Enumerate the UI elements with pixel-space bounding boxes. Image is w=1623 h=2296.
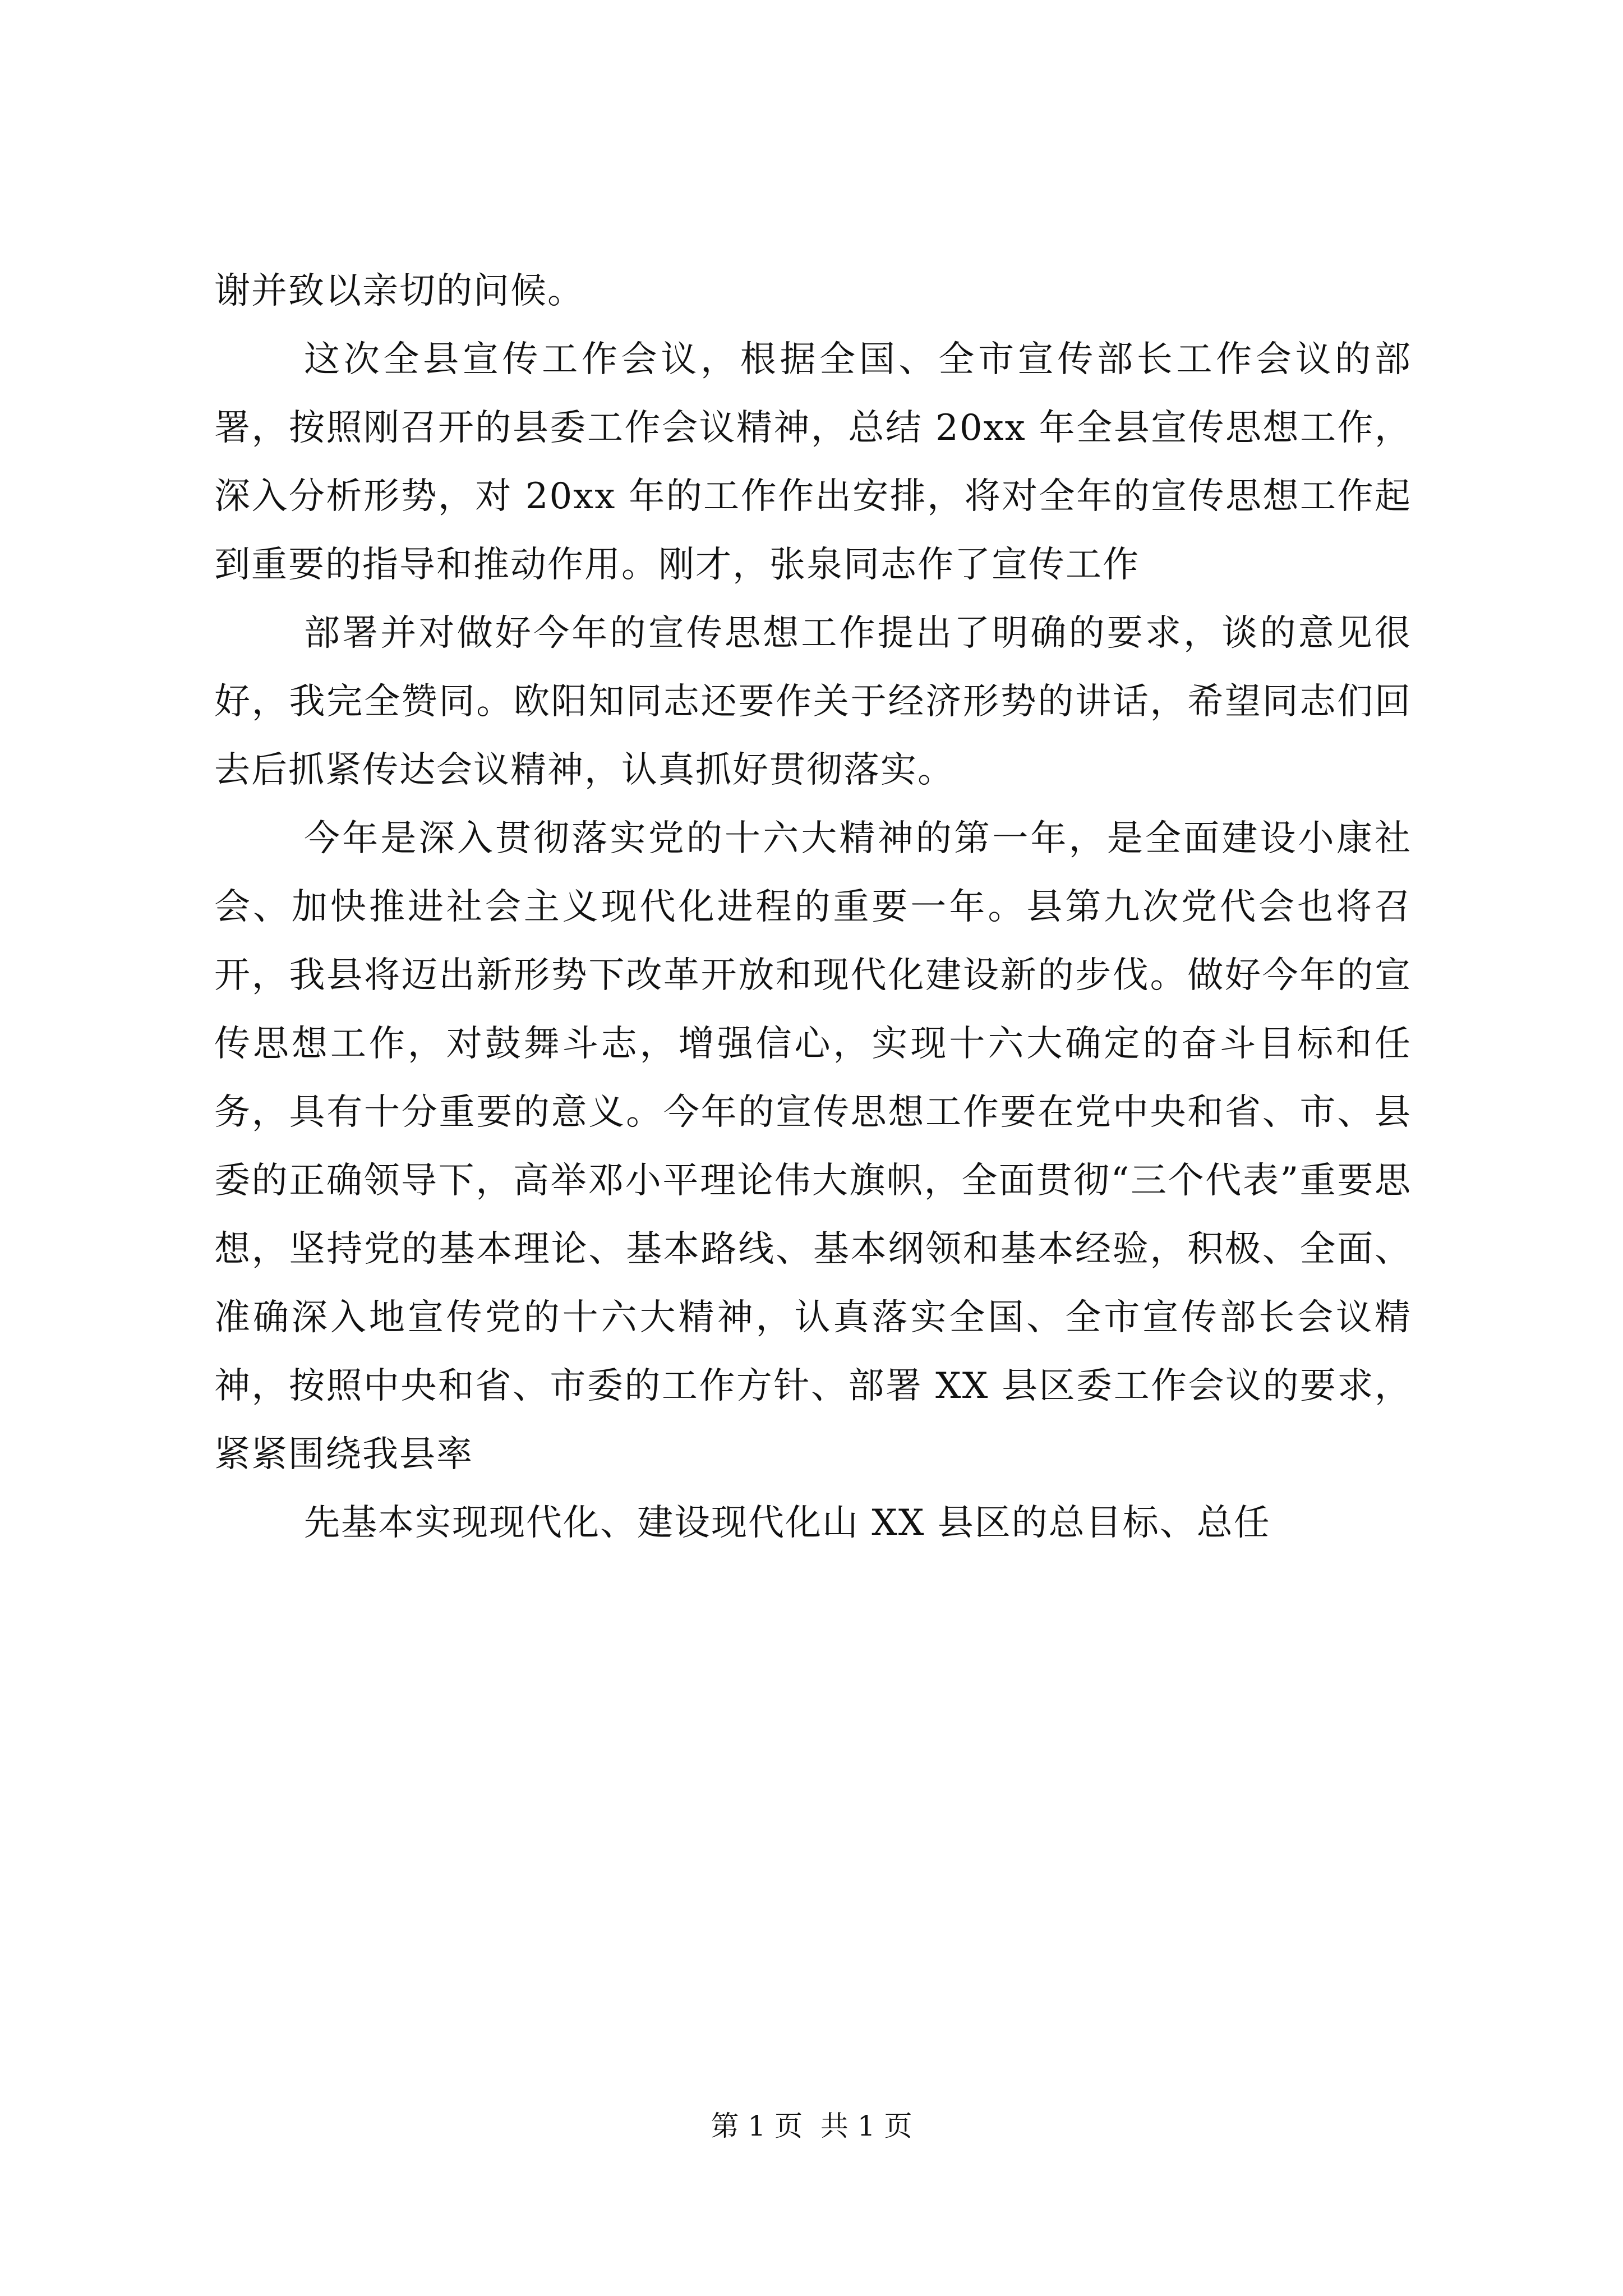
page-number-label: 第 1 页 共 1 页 [711, 2110, 912, 2142]
paragraph-4: 今年是深入贯彻落实党的十六大精神的第一年，是全面建设小康社会、加快推进社会主义现代化进程的重要一年。县第九次党代会也将召开，我县将迈出新形势下改革开放和现代化建设新的步伐。做好今年的宣传思想工作，对鼓舞斗志，增强信心，实现十六大确定的奋斗目标和任务，具有十分重要的意义。今年的宣传思想工作要在党中央和省、市、县委的正确领导下，高举邓小平理论伟大旗帜，全面贯彻“三个代表”重要思想，坚持党的基本理论、基本路线、基本纲领和基本经验，积极、全面、准确深入地宣传党的十六大精神，认真落实全国、全市宣传部长会议精神，按照中央和省、市委的工作方针、部署 XX 县区委工作会议的要求，紧紧围绕我县率 [214, 818, 1412, 1475]
paragraph-5: 先基本实现现代化、建设现代化山 XX 县区的总目标、总任 [304, 1502, 1271, 1544]
page-footer [0, 2106, 1623, 2146]
paragraph-3: 部署并对做好今年的宣传思想工作提出了明确的要求，谈的意见很好，我完全赞同。欧阳知同志还要作关于经济形势的讲话，希望同志们回去后抓紧传达会议精神，认真抓好贯彻落实。 [214, 613, 1412, 791]
paragraph-1: 谢并致以亲切的问候。 [214, 270, 584, 312]
document-body [214, 257, 1412, 1557]
paragraph-2: 这次全县宣传工作会议，根据全国、全市宣传部长工作会议的部署，按照刚召开的县委工作会议精神，总结 20xx 年全县宣传思想工作，深入分析形势，对 20xx 年的工作作出安排，将对全年的宣传思想工作起到重要的指导和推动作用。刚才，张泉同志作了宣传工作 [214, 339, 1412, 586]
